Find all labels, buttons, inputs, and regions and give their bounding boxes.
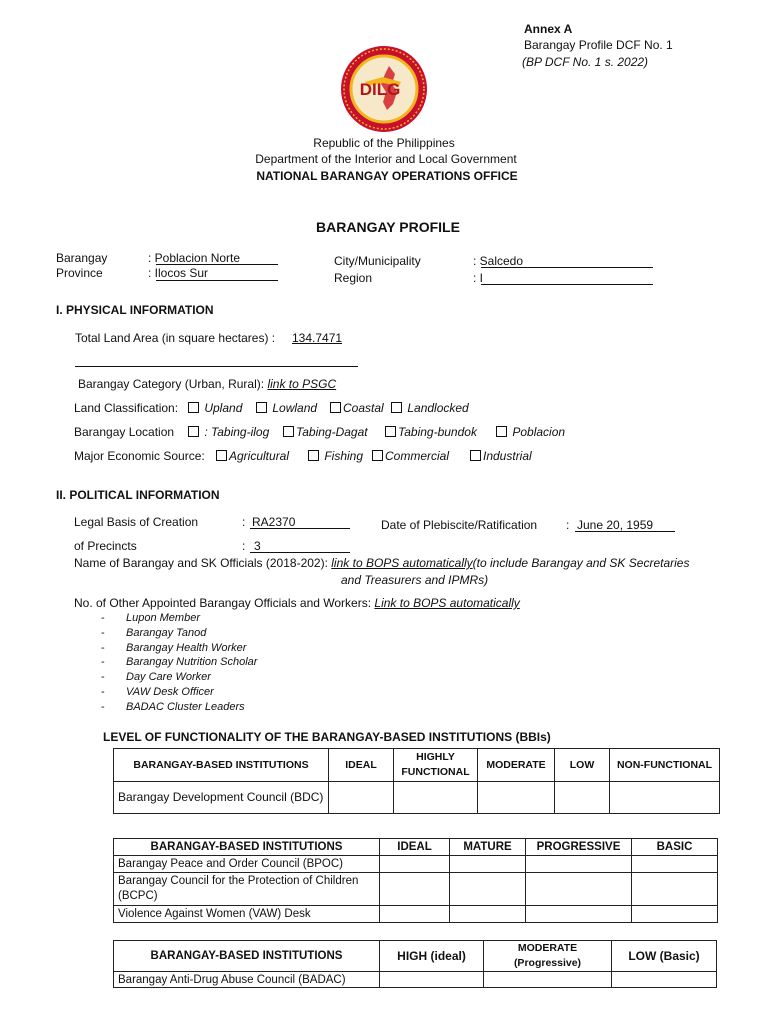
location-opt-tabing-dagat-label: Tabing-Dagat: [296, 425, 368, 439]
col-header-basic: BASIC: [632, 839, 718, 856]
location-opt-poblacion-label: Poblacion: [512, 425, 566, 439]
list-item: - VAW Desk Officer: [101, 685, 214, 698]
list-item: - BADAC Cluster Leaders: [101, 700, 245, 713]
econ-opt-industrial-label: Industrial: [483, 449, 532, 463]
checkbox-upland[interactable]: [188, 402, 199, 413]
list-item: - Lupon Member: [101, 612, 200, 624]
city-value: : Salcedo: [473, 254, 524, 268]
functionality-heading: LEVEL OF FUNCTIONALITY OF THE BARANGAY-BASED INSTITUTIONS (BBIs): [103, 730, 551, 744]
list-item-label: Lupon Member: [126, 612, 200, 624]
list-item-label: Day Care Worker: [126, 671, 211, 684]
appointed-list: [101, 611, 257, 715]
province-label: Province: [56, 266, 103, 280]
checkbox-coastal[interactable]: [330, 402, 341, 413]
cell-bpoc-progressive[interactable]: [526, 856, 632, 873]
annex-label: Annex A: [524, 22, 573, 36]
cell-bpoc-ideal[interactable]: [380, 856, 450, 873]
land-class-opt-landlocked-label: Landlocked: [407, 401, 469, 415]
land-class-opt-coastal-label: Coastal: [343, 401, 384, 415]
officials-note-1: (to include Barangay and SK Secretaries: [472, 556, 690, 570]
econ-opt-fishing[interactable]: [308, 449, 363, 463]
plebiscite-underline: [575, 531, 675, 532]
col-header-ideal: IDEAL: [380, 839, 450, 856]
appointed-link[interactable]: Link to BOPS automatically: [374, 596, 520, 610]
list-item-label: Barangay Nutrition Scholar: [126, 656, 258, 669]
table-header-row: [114, 749, 720, 782]
econ-label: Major Economic Source:: [74, 449, 205, 463]
cell-bdc-non-functional[interactable]: [610, 782, 720, 814]
legal-basis-label: Legal Basis of Creation: [74, 515, 199, 529]
legal-basis-underline: [250, 528, 350, 529]
cell-bcpc-basic[interactable]: [632, 873, 718, 906]
list-item-label: Barangay Tanod: [126, 626, 207, 639]
list-item: - Barangay Tanod: [101, 626, 207, 639]
col-header-moderate-progressive: [484, 941, 612, 972]
precincts-value: 3: [254, 539, 261, 553]
precincts-label: of Precincts: [74, 539, 137, 553]
barangay-underline: [156, 264, 278, 265]
plebiscite-colon: :: [566, 518, 570, 532]
checkbox-tabing-dagat[interactable]: [283, 426, 294, 437]
functionality-table-councils: [113, 838, 718, 923]
page-title: BARANGAY PROFILE: [316, 219, 460, 235]
econ-opt-agricultural-label: Agricultural: [229, 449, 290, 463]
location-opt-tabing-ilog-label: : Tabing-ilog: [204, 425, 270, 439]
land-class-opt-lowland[interactable]: [256, 401, 317, 415]
location-label: Barangay Location: [74, 425, 175, 439]
category-row: [78, 377, 336, 391]
checkbox-agricultural[interactable]: [216, 450, 227, 461]
location-opt-poblacion[interactable]: [496, 425, 565, 439]
table-row: [114, 906, 718, 923]
checkbox-poblacion[interactable]: [496, 426, 507, 437]
cell-bcpc-mature[interactable]: [450, 873, 526, 906]
table-row: [114, 873, 718, 906]
form-code: (BP DCF No. 1 s. 2022): [522, 55, 649, 69]
cell-bdc-moderate[interactable]: [478, 782, 555, 814]
legal-basis-colon: :: [242, 515, 246, 529]
functionality-table-badac: [113, 940, 717, 988]
category-link[interactable]: link to PSGC: [267, 377, 337, 391]
land-class-opt-lowland-label: Lowland: [272, 401, 318, 415]
location-opt-tabing-ilog[interactable]: [188, 425, 269, 439]
cell-vaw-mature[interactable]: [450, 906, 526, 923]
dilg-seal-logo: [339, 44, 429, 134]
col-header-progressive: (Progressive): [513, 957, 582, 969]
cell-bdc-low[interactable]: [555, 782, 610, 814]
list-item-label: BADAC Cluster Leaders: [126, 700, 245, 713]
row-label-badac: Barangay Anti-Drug Abuse Council (BADAC): [114, 972, 380, 988]
cell-vaw-progressive[interactable]: [526, 906, 632, 923]
land-area-blank-line: [75, 366, 358, 367]
header-republic: Republic of the Philippines: [313, 136, 455, 150]
barangay-label: Barangay: [56, 251, 108, 265]
list-item-label: Barangay Health Worker: [126, 641, 247, 654]
officials-note-2: and Treasurers and IPMRs): [341, 573, 489, 587]
col-header-ideal: IDEAL: [329, 749, 394, 782]
list-item-label: VAW Desk Officer: [126, 685, 214, 698]
plebiscite-value: June 20, 1959: [577, 518, 654, 532]
econ-opt-commercial[interactable]: [372, 449, 449, 463]
econ-opt-commercial-label: Commercial: [385, 449, 450, 463]
functionality-table-bdc: [113, 748, 720, 814]
land-class-opt-landlocked[interactable]: [391, 401, 469, 415]
officials-row: [74, 556, 689, 570]
col-header-moderate: MODERATE: [478, 749, 555, 782]
precincts-colon: :: [242, 539, 246, 553]
precincts-underline: [250, 552, 350, 553]
province-value: : Ilocos Sur: [148, 266, 209, 280]
row-label-vaw-desk: Violence Against Women (VAW) Desk: [114, 906, 380, 923]
cell-bpoc-basic[interactable]: [632, 856, 718, 873]
table-header-row: [114, 941, 717, 972]
dilg-logo-text: DILG: [359, 80, 401, 99]
city-label: City/Municipality: [334, 254, 421, 268]
list-item: - Day Care Worker: [101, 671, 211, 684]
header-office: NATIONAL BARANGAY OPERATIONS OFFICE: [256, 169, 518, 183]
political-heading: II. POLITICAL INFORMATION: [56, 488, 220, 502]
officials-link[interactable]: link to BOPS automatically: [331, 556, 473, 570]
list-item: - Barangay Health Worker: [101, 641, 247, 654]
col-header-progressive: PROGRESSIVE: [526, 839, 632, 856]
region-value: : I: [473, 271, 484, 285]
row-label-bdc: Barangay Development Council (BDC): [114, 782, 329, 814]
physical-heading: I. PHYSICAL INFORMATION: [56, 303, 214, 317]
table-row: [114, 782, 720, 814]
location-opt-tabing-bundok[interactable]: [385, 425, 477, 439]
table-row: [114, 972, 717, 988]
land-class-opt-coastal[interactable]: [330, 401, 384, 415]
checkbox-fishing[interactable]: [308, 450, 319, 461]
col-header-institutions: BARANGAY-BASED INSTITUTIONS: [114, 749, 329, 782]
region-underline: [481, 284, 653, 285]
header-department: Department of the Interior and Local Government: [255, 152, 517, 166]
econ-opt-fishing-label: Fishing: [324, 449, 364, 463]
checkbox-tabing-ilog[interactable]: [188, 426, 199, 437]
cell-badac-moderate[interactable]: [484, 972, 612, 988]
land-class-label: Land Classification:: [74, 401, 179, 415]
col-header-moderate: MODERATE: [517, 942, 578, 954]
row-label-bcpc: Barangay Council for the Protection of Children (BCPC): [114, 873, 380, 906]
land-area-value: 134.7471: [292, 331, 343, 345]
col-header-low-basic: LOW (Basic): [612, 941, 717, 972]
econ-opt-industrial[interactable]: [470, 449, 532, 463]
land-area-label: Total Land Area (in square hectares) :: [75, 331, 276, 345]
cell-bcpc-progressive[interactable]: [526, 873, 632, 906]
col-header-high-ideal: HIGH (ideal): [380, 941, 484, 972]
table-row: [114, 856, 718, 873]
location-opt-tabing-dagat[interactable]: [283, 425, 368, 439]
plebiscite-label: Date of Plebiscite/Ratification: [381, 518, 538, 532]
col-header-institutions: BARANGAY-BASED INSTITUTIONS: [114, 839, 380, 856]
land-class-opt-upland[interactable]: [188, 401, 242, 415]
legal-basis-value: RA2370: [252, 515, 296, 529]
cell-bcpc-ideal[interactable]: [380, 873, 450, 906]
checkbox-tabing-bundok[interactable]: [385, 426, 396, 437]
table-header-row: [114, 839, 718, 856]
officials-label: Name of Barangay and SK Officials (2018-202):: [74, 556, 328, 570]
appointed-label: No. of Other Appointed Barangay Officials and Workers:: [74, 596, 372, 610]
checkbox-industrial[interactable]: [470, 450, 481, 461]
econ-opt-agricultural[interactable]: [216, 449, 289, 463]
checkbox-lowland[interactable]: [256, 402, 267, 413]
col-header-highly-functional: HIGHLY FUNCTIONAL: [394, 749, 478, 782]
province-underline: [156, 280, 278, 281]
cell-bdc-ideal[interactable]: [329, 782, 394, 814]
category-label: Barangay Category (Urban, Rural):: [78, 377, 265, 391]
checkbox-landlocked[interactable]: [391, 402, 402, 413]
cell-bpoc-mature[interactable]: [450, 856, 526, 873]
barangay-value: : Poblacion Norte: [148, 251, 241, 265]
land-class-opt-upland-label: Upland: [204, 401, 243, 415]
cell-badac-high[interactable]: [380, 972, 484, 988]
cell-badac-low[interactable]: [612, 972, 717, 988]
col-header-mature: MATURE: [450, 839, 526, 856]
region-label: Region: [334, 271, 373, 285]
cell-vaw-basic[interactable]: [632, 906, 718, 923]
cell-bdc-highly-functional[interactable]: [394, 782, 478, 814]
location-opt-tabing-bundok-label: Tabing-bundok: [398, 425, 477, 439]
cell-vaw-ideal[interactable]: [380, 906, 450, 923]
city-underline: [481, 267, 653, 268]
col-header-institutions: BARANGAY-BASED INSTITUTIONS: [114, 941, 380, 972]
row-label-bpoc: Barangay Peace and Order Council (BPOC): [114, 856, 380, 873]
form-name: Barangay Profile DCF No. 1: [524, 38, 673, 52]
col-header-non-functional: NON-FUNCTIONAL: [610, 749, 720, 782]
list-item: - Barangay Nutrition Scholar: [101, 656, 258, 669]
col-header-low: LOW: [555, 749, 610, 782]
appointed-row: [74, 596, 520, 610]
checkbox-commercial[interactable]: [372, 450, 383, 461]
